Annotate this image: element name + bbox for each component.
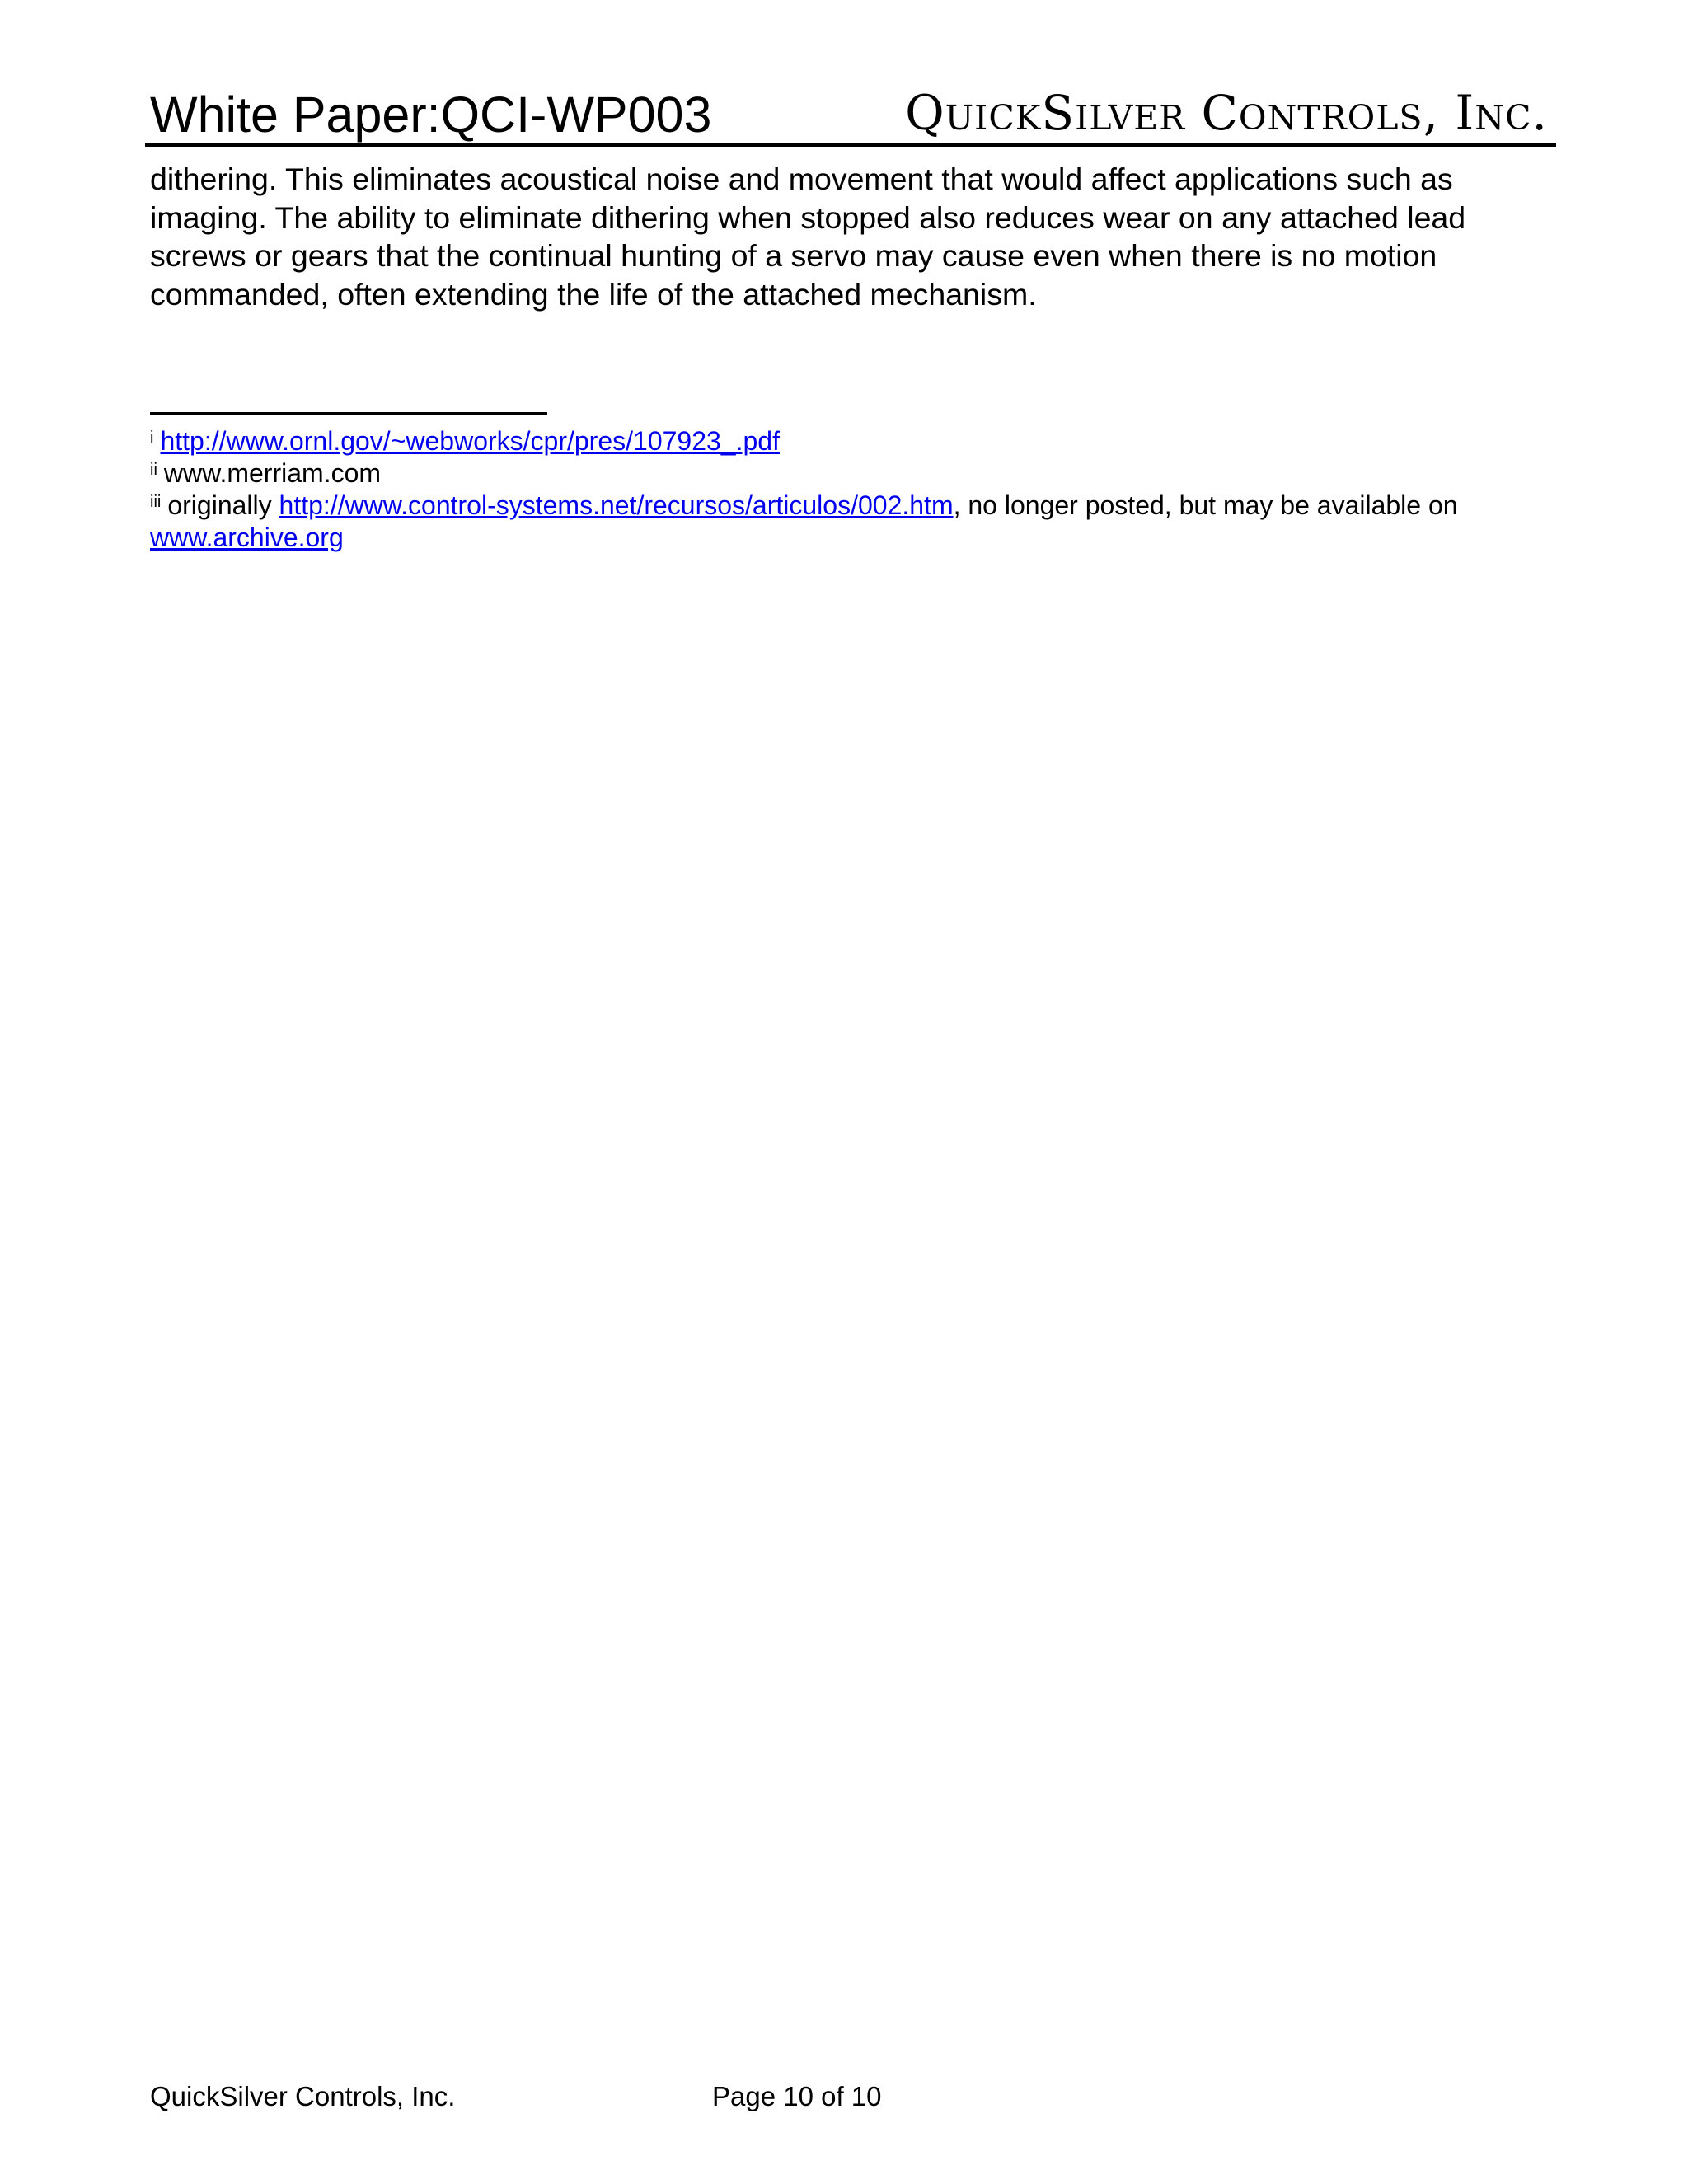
footnote-separator bbox=[150, 412, 547, 415]
footnote-marker: ii bbox=[150, 461, 157, 479]
footnote-2-text: www.merriam.com bbox=[163, 458, 382, 488]
footnote-3-suffix: , no longer posted, but may be available on bbox=[953, 490, 1458, 520]
document-id: White Paper:QCI-WP003 bbox=[150, 87, 712, 143]
footer-company: QuickSilver Controls, Inc. bbox=[150, 2081, 456, 2111]
company-name-header: QuickSilver Controls, Inc. bbox=[905, 85, 1548, 141]
footnote-1 bbox=[150, 425, 1561, 457]
footnote-marker: iii bbox=[150, 493, 162, 511]
footnotes bbox=[150, 425, 1561, 554]
page-header bbox=[145, 79, 1556, 147]
footnote-2 bbox=[150, 457, 1561, 490]
footnote-1-link[interactable]: http://www.ornl.gov/~webworks/cpr/pres/107923_.pdf bbox=[160, 426, 780, 456]
footer-page-number: Page 10 of 10 bbox=[712, 2081, 882, 2111]
footnote-marker: i bbox=[150, 429, 154, 447]
footnote-3-archive-link[interactable]: www.archive.org bbox=[150, 523, 344, 552]
footnote-3-prefix: originally bbox=[167, 490, 272, 520]
footnote-3-link[interactable]: http://www.control-systems.net/recursos/articulos/002.htm bbox=[279, 490, 954, 520]
footnote-3 bbox=[150, 490, 1561, 522]
footnote-3-continued bbox=[150, 522, 1561, 554]
body-paragraph: dithering. This eliminates acoustical noise and movement that would affect applications such as imaging. The ability to eliminate dithering when stopped also reduces wear on any attached lead screws or gears that the continual hunting of a servo may cause even when there is no motion commanded, often extending the life of the attached mechanism. bbox=[150, 162, 1466, 312]
